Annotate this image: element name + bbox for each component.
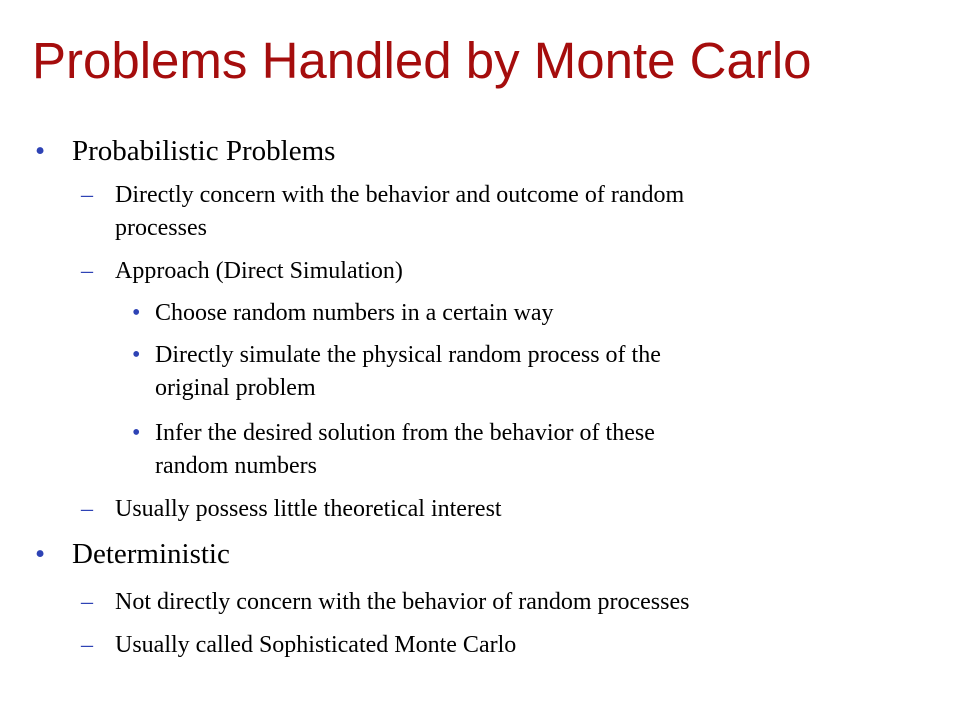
bullet-deterministic [35,537,230,571]
subitem-random-processes [81,179,685,211]
subitem-text: Approach (Direct Simulation) [115,258,403,284]
subitem-text: Usually possess little theoretical interest [115,496,502,522]
dash-icon: – [81,496,93,522]
slide-title: Problems Handled by Monte Carlo [32,32,812,89]
subsubitem-continuation [155,450,317,482]
subsubitem-infer-solution [132,417,655,449]
subitem-text: Not directly concern with the behavior of random processes [115,589,690,615]
subitem-text: Directly concern with the behavior and outcome of random [115,182,685,208]
bullet-icon: • [132,300,141,326]
dash-icon: – [81,632,93,658]
bullet-probabilistic-problems [35,134,336,168]
subsubitem-text: Infer the desired solution from the behavior of these [155,420,655,446]
bullet-icon: • [132,342,141,368]
section-heading: Probabilistic Problems [72,135,336,167]
subitem-text: processes [115,215,207,241]
subsubitem-text: random numbers [155,453,317,479]
dash-icon: – [81,182,93,208]
subsubitem-simulate-process [132,339,661,371]
subitem-continuation [115,212,207,244]
subsubitem-text: original problem [155,375,316,401]
subsubitem-text: Directly simulate the physical random process of the [155,342,661,368]
subitem-approach [81,255,403,287]
subsubitem-choose-random-numbers [132,297,554,329]
subitem-text: Usually called Sophisticated Monte Carlo [115,632,517,658]
dash-icon: – [81,589,93,615]
bullet-icon: • [35,135,46,167]
bullet-icon: • [35,538,46,570]
subitem-not-directly-concern [81,586,690,618]
subitem-sophisticated-monte-carlo [81,629,517,661]
bullet-icon: • [132,420,141,446]
subsubitem-continuation [155,372,316,404]
dash-icon: – [81,258,93,284]
subitem-theoretical-interest [81,493,502,525]
section-heading: Deterministic [72,538,230,570]
subsubitem-text: Choose random numbers in a certain way [155,300,554,326]
